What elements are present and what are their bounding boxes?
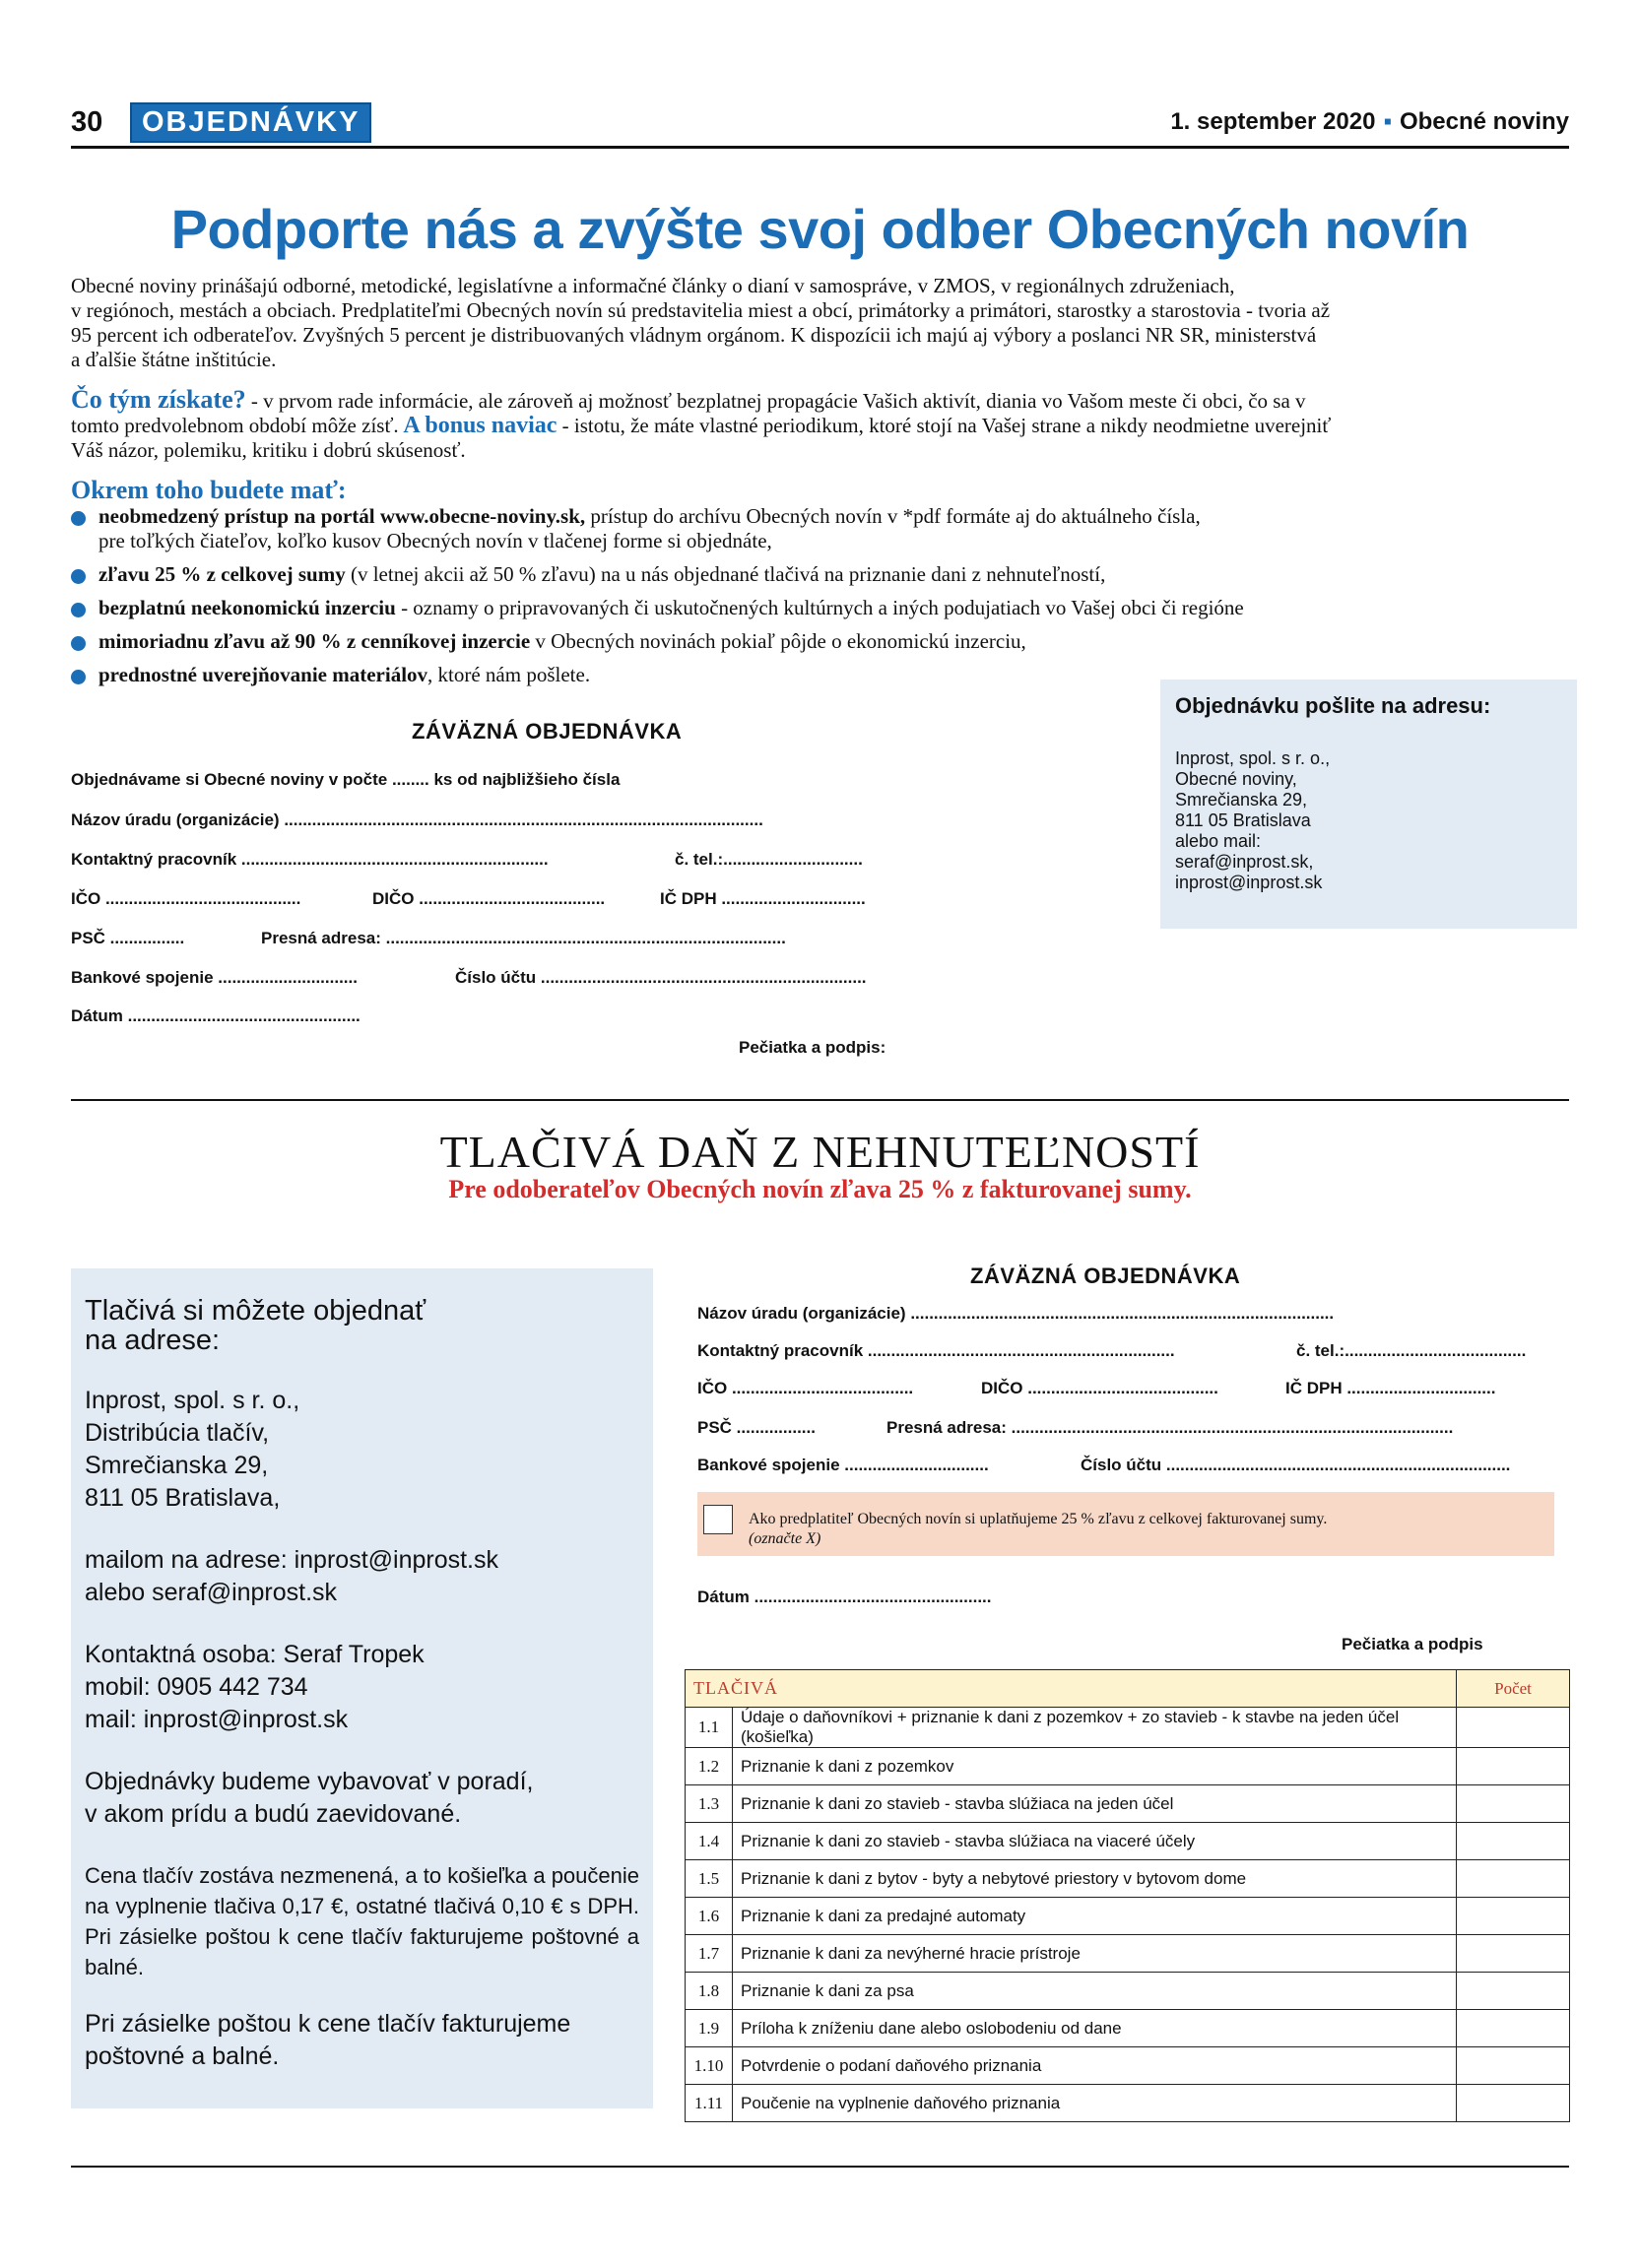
- box-title-line: Tlačivá si môžete objednať: [85, 1295, 426, 1327]
- extra-heading: Okrem toho budete mať:: [71, 476, 347, 504]
- item-bold: bezplatnú neekonomickú inzerciu: [98, 596, 396, 619]
- form-name: Poučenie na vyplnenie daňového priznania: [733, 2085, 1457, 2122]
- quantity-field[interactable]: Objednávame si Obecné noviny v počte ........ ks od najbližšieho čísla: [71, 770, 621, 789]
- mail-line: alebo seraf@inprost.sk: [85, 1579, 338, 1606]
- address-line: Obecné noviny,: [1175, 769, 1297, 789]
- benefits-question: Čo tým získate?: [71, 385, 246, 414]
- table-row: [686, 1860, 1570, 1898]
- ic-dph-field[interactable]: IČ DPH ................................: [1285, 1379, 1496, 1397]
- forms-table: [685, 1669, 1570, 2122]
- address-line: Smrečianska 29,: [85, 1452, 269, 1479]
- mail-line: mailom na adrese: inprost@inprost.sk: [85, 1546, 498, 1574]
- postal-code-field[interactable]: PSČ ................: [71, 929, 185, 947]
- table-row: [686, 2010, 1570, 2047]
- count-cell[interactable]: [1457, 1860, 1570, 1898]
- postal-code-field[interactable]: PSČ .................: [697, 1418, 816, 1437]
- item-bold: prednostné uverejňovanie materiálov: [98, 663, 428, 686]
- count-cell[interactable]: [1457, 2047, 1570, 2085]
- contact-line: mobil: 0905 442 734: [85, 1673, 308, 1701]
- row-number: 1.2: [686, 1748, 733, 1785]
- benefits-text: - v prvom rade informácie, ale zároveň aj možnosť bezplatnej propagácie Vašich aktivít, diania vo Vašom meste či obci, čo sa v: [245, 389, 1306, 413]
- row-number: 1.10: [686, 2047, 733, 2085]
- bullet-icon: [71, 636, 86, 651]
- bonus-label: A bonus naviac: [398, 413, 558, 438]
- section-divider: [71, 1099, 1569, 1101]
- intro-paragraph: [71, 274, 1578, 372]
- form-name: Priznanie k dani za nevýherné hracie prístroje: [733, 1935, 1457, 1973]
- count-cell[interactable]: [1457, 2085, 1570, 2122]
- address-line: Inprost, spol. s r. o.,: [85, 1387, 300, 1414]
- table-row: [686, 1973, 1570, 2010]
- form-name: Priznanie k dani za psa: [733, 1973, 1457, 2010]
- item-bold: zľavu 25 % z celkovej sumy: [98, 562, 346, 586]
- row-number: 1.5: [686, 1860, 733, 1898]
- benefits-text: tomto predvolebnom období môže zísť.: [71, 414, 399, 437]
- form-name: Priznanie k dani zo stavieb - stavba slúžiaca na jeden účel: [733, 1785, 1457, 1823]
- contact-person-field[interactable]: Kontaktný pracovník ..................................................................: [697, 1341, 1175, 1360]
- discount-note: (označte X): [749, 1530, 821, 1547]
- row-number: 1.6: [686, 1898, 733, 1935]
- table-row: [686, 1785, 1570, 1823]
- headline: Podporte nás a zvýšte svoj odber Obecných novín: [170, 198, 1470, 260]
- phone-field[interactable]: č. tel.:.......................................: [1296, 1341, 1527, 1360]
- row-number: 1.1: [686, 1708, 733, 1748]
- table-header-row: [686, 1670, 1570, 1708]
- address-field[interactable]: Presná adresa: ...............................................................................................: [886, 1418, 1454, 1437]
- intro-line: 95 percent ich odberateľov. Zvyšných 5 percent je distribuovaných vládnym orgánom. K dispozícii ich majú aj výbory a poslanci NR SR, ministerstvá: [71, 323, 1317, 347]
- row-number: 1.4: [686, 1823, 733, 1860]
- list-item: [71, 596, 1607, 620]
- item-text: (v letnej akcii až 50 % zľavu) na u nás objednané tlačivá na priznanie dani z nehnuteľností,: [345, 562, 1106, 586]
- form-name: Priznanie k dani za predajné automaty: [733, 1898, 1457, 1935]
- intro-line: v regiónoch, mestách a obciach. Predplatiteľmi Obecných novín sú predstavitelia miest a obcí, primátorky a primátori, starostky a starostovia - tvoria až: [71, 298, 1331, 322]
- benefits-text: - istotu, že máte vlastné periodikum, ktoré stojí na Vašej strane a nikdy neodmietne uverejniť: [557, 414, 1332, 437]
- bullet-icon: [71, 603, 86, 617]
- order-note: Objednávky budeme vybavovať v poradí,: [85, 1768, 534, 1795]
- ic-dph-field[interactable]: IČ DPH ...............................: [660, 889, 866, 908]
- ico-field[interactable]: IČO ..........................................: [71, 889, 301, 908]
- list-item: [71, 504, 1607, 553]
- count-cell[interactable]: [1457, 1748, 1570, 1785]
- form-name: Údaje o daňovníkovi + priznanie k dani z pozemkov + zo stavieb - k stavbe na jeden účel (košieľka): [733, 1708, 1457, 1748]
- form-name: Priznanie k dani z bytov - byty a nebytové priestory v bytovom dome: [733, 1860, 1457, 1898]
- publication-name: Obecné noviny: [1399, 108, 1569, 135]
- item-text: , ktoré nám pošlete.: [427, 663, 591, 686]
- benefits-paragraph: [71, 387, 1578, 463]
- box-title: [85, 1296, 639, 1355]
- form-name: Príloha k zníženiu dane alebo oslobodeniu od dane: [733, 2010, 1457, 2047]
- table-row: [686, 2085, 1570, 2122]
- row-number: 1.3: [686, 1785, 733, 1823]
- item-text: v Obecných novinách pokiaľ pôjde o ekonomickú inzerciu,: [530, 629, 1026, 653]
- section-title: TLAČIVÁ DAŇ Z NEHNUTEĽNOSTÍ: [439, 1127, 1201, 1177]
- discount-label: [749, 1510, 1327, 1549]
- page-number: 30: [71, 106, 103, 138]
- contact-person-field[interactable]: Kontaktný pracovník ..................................................................: [71, 850, 549, 869]
- order-form-title: ZÁVÄZNÁ OBJEDNÁVKA: [412, 719, 683, 744]
- address-line: Smrečianska 29,: [1175, 790, 1308, 810]
- separator-icon: ▪: [1383, 108, 1392, 135]
- form-name: Priznanie k dani z pozemkov: [733, 1748, 1457, 1785]
- benefits-text: Váš názor, polemiku, kritiku i dobrú skúsenosť.: [71, 438, 466, 462]
- date-field[interactable]: Dátum ..................................................: [71, 1006, 361, 1025]
- dic-field[interactable]: DIČO .........................................: [981, 1379, 1218, 1397]
- address-line: Distribúcia tlačív,: [85, 1419, 270, 1447]
- account-number-field[interactable]: Číslo účtu ..........................................................................: [1081, 1456, 1511, 1474]
- item-bold: mimoriadnu zľavu až 90 % z cenníkovej inzercie: [98, 629, 531, 653]
- issue-info: [1170, 108, 1569, 136]
- address-line: 811 05 Bratislava,: [85, 1484, 281, 1512]
- bank-field[interactable]: Bankové spojenie ...............................: [697, 1456, 989, 1474]
- ico-field[interactable]: IČO .......................................: [697, 1379, 914, 1397]
- phone-field[interactable]: č. tel.:..............................: [675, 850, 863, 869]
- contact-line: Kontaktná osoba: Seraf Tropek: [85, 1641, 425, 1668]
- dic-field[interactable]: DIČO ........................................: [372, 889, 606, 908]
- table-row: [686, 1708, 1570, 1748]
- bank-field[interactable]: Bankové spojenie ..............................: [71, 968, 358, 987]
- price-note: Cena tlačív zostáva nezmenená, a to košieľka a poučenie na vyplnenie tlačiva 0,17 €, ostatné tlačivá 0,10 € s DPH. Pri zásielke poštou k cene tlačív fakturujeme poštovné a balné.: [85, 1863, 639, 1979]
- count-cell[interactable]: [1457, 1785, 1570, 1823]
- list-item: [71, 562, 1607, 587]
- account-number-field[interactable]: Číslo účtu ......................................................................: [455, 968, 867, 987]
- email-link[interactable]: seraf@inprost.sk,: [1175, 852, 1314, 872]
- table-row: [686, 1935, 1570, 1973]
- item-bold: neobmedzený prístup na portál www.obecne-noviny.sk,: [98, 504, 586, 528]
- count-cell[interactable]: [1457, 1935, 1570, 1973]
- address-line: 811 05 Bratislava: [1175, 810, 1311, 830]
- address-box-title: Objednávku pošlite na adresu:: [1175, 693, 1491, 718]
- box-title-line: na adrese:: [85, 1325, 221, 1356]
- count-cell[interactable]: [1457, 2010, 1570, 2047]
- contact-line: mail: inprost@inprost.sk: [85, 1706, 349, 1733]
- form-name: Potvrdenie o podaní daňového priznania: [733, 2047, 1457, 2085]
- address-line: Inprost, spol. s r. o.,: [1175, 748, 1331, 768]
- order-form-title: ZÁVÄZNÁ OBJEDNÁVKA: [970, 1264, 1241, 1288]
- postage-note: Pri zásielke poštou k cene tlačív fakturujeme: [85, 2010, 571, 2038]
- address-line: alebo mail:: [1175, 831, 1262, 851]
- table-header-name: TLAČIVÁ: [686, 1670, 1457, 1708]
- benefit-list: [71, 504, 1607, 696]
- address-field[interactable]: Presná adresa: ......................................................................................: [261, 929, 786, 947]
- intro-line: a ďalšie štátne inštitúcie.: [71, 348, 277, 371]
- count-cell[interactable]: [1457, 1973, 1570, 2010]
- row-number: 1.9: [686, 2010, 733, 2047]
- row-number: 1.11: [686, 2085, 733, 2122]
- bullet-icon: [71, 511, 86, 526]
- bullet-icon: [71, 670, 86, 684]
- table-row: [686, 1748, 1570, 1785]
- order-address-box: [1160, 680, 1577, 929]
- item-text: pre toľkých čiateľov, koľko kusov Obecných novín v tlačenej forme si objednáte,: [98, 529, 772, 552]
- form-name: Priznanie k dani zo stavieb - stavba slúžiaca na viaceré účely: [733, 1823, 1457, 1860]
- issue-date: 1. september 2020: [1170, 108, 1376, 135]
- discount-text: Ako predplatiteľ Obecných novín si uplatňujeme 25 % zľavu z celkovej fakturovanej sumy.: [749, 1511, 1328, 1527]
- forms-address-box: [71, 1268, 653, 2108]
- discount-checkbox[interactable]: [703, 1505, 733, 1534]
- item-text: prístup do archívu Obecných novín v *pdf formáte aj do aktuálneho čísla,: [585, 504, 1201, 528]
- count-cell[interactable]: [1457, 1823, 1570, 1860]
- signature-label: Pečiatka a podpis:: [739, 1038, 886, 1057]
- table-row: [686, 1898, 1570, 1935]
- intro-line: Obecné noviny prinášajú odborné, metodické, legislatívne a informačné články o dianí v samospráve, v ZMOS, v regionálnych združeniach,: [71, 274, 1235, 297]
- office-name-field[interactable]: Názov úradu (organizácie) ...........................................................................................: [697, 1304, 1335, 1323]
- email-link[interactable]: inprost@inprost.sk: [1175, 873, 1323, 892]
- row-number: 1.7: [686, 1935, 733, 1973]
- table-header-count: Počet: [1457, 1670, 1570, 1708]
- header-rule: [71, 146, 1569, 149]
- section-tag: OBJEDNÁVKY: [130, 102, 371, 143]
- table-row: [686, 1823, 1570, 1860]
- date-field[interactable]: Dátum ...................................................: [697, 1588, 992, 1606]
- bottom-rule: [71, 2166, 1569, 2168]
- list-item: [71, 629, 1607, 654]
- order-note: v akom prídu a budú zaevidované.: [85, 1800, 462, 1828]
- item-text: - oznamy o pripravovaných či uskutočnených kultúrnych a iných podujatiach vo Vašej obci či regióne: [395, 596, 1244, 619]
- signature-label: Pečiatka a podpis: [1342, 1635, 1483, 1653]
- count-cell[interactable]: [1457, 1898, 1570, 1935]
- section-subtitle: Pre odoberateľov Obecných novín zľava 25 % z fakturovanej sumy.: [448, 1175, 1192, 1203]
- row-number: 1.8: [686, 1973, 733, 2010]
- postage-note: poštovné a balné.: [85, 2042, 280, 2070]
- office-name-field[interactable]: Názov úradu (organizácie) .......................................................................................................: [71, 810, 763, 829]
- bullet-icon: [71, 569, 86, 584]
- count-cell[interactable]: [1457, 1708, 1570, 1748]
- table-row: [686, 2047, 1570, 2085]
